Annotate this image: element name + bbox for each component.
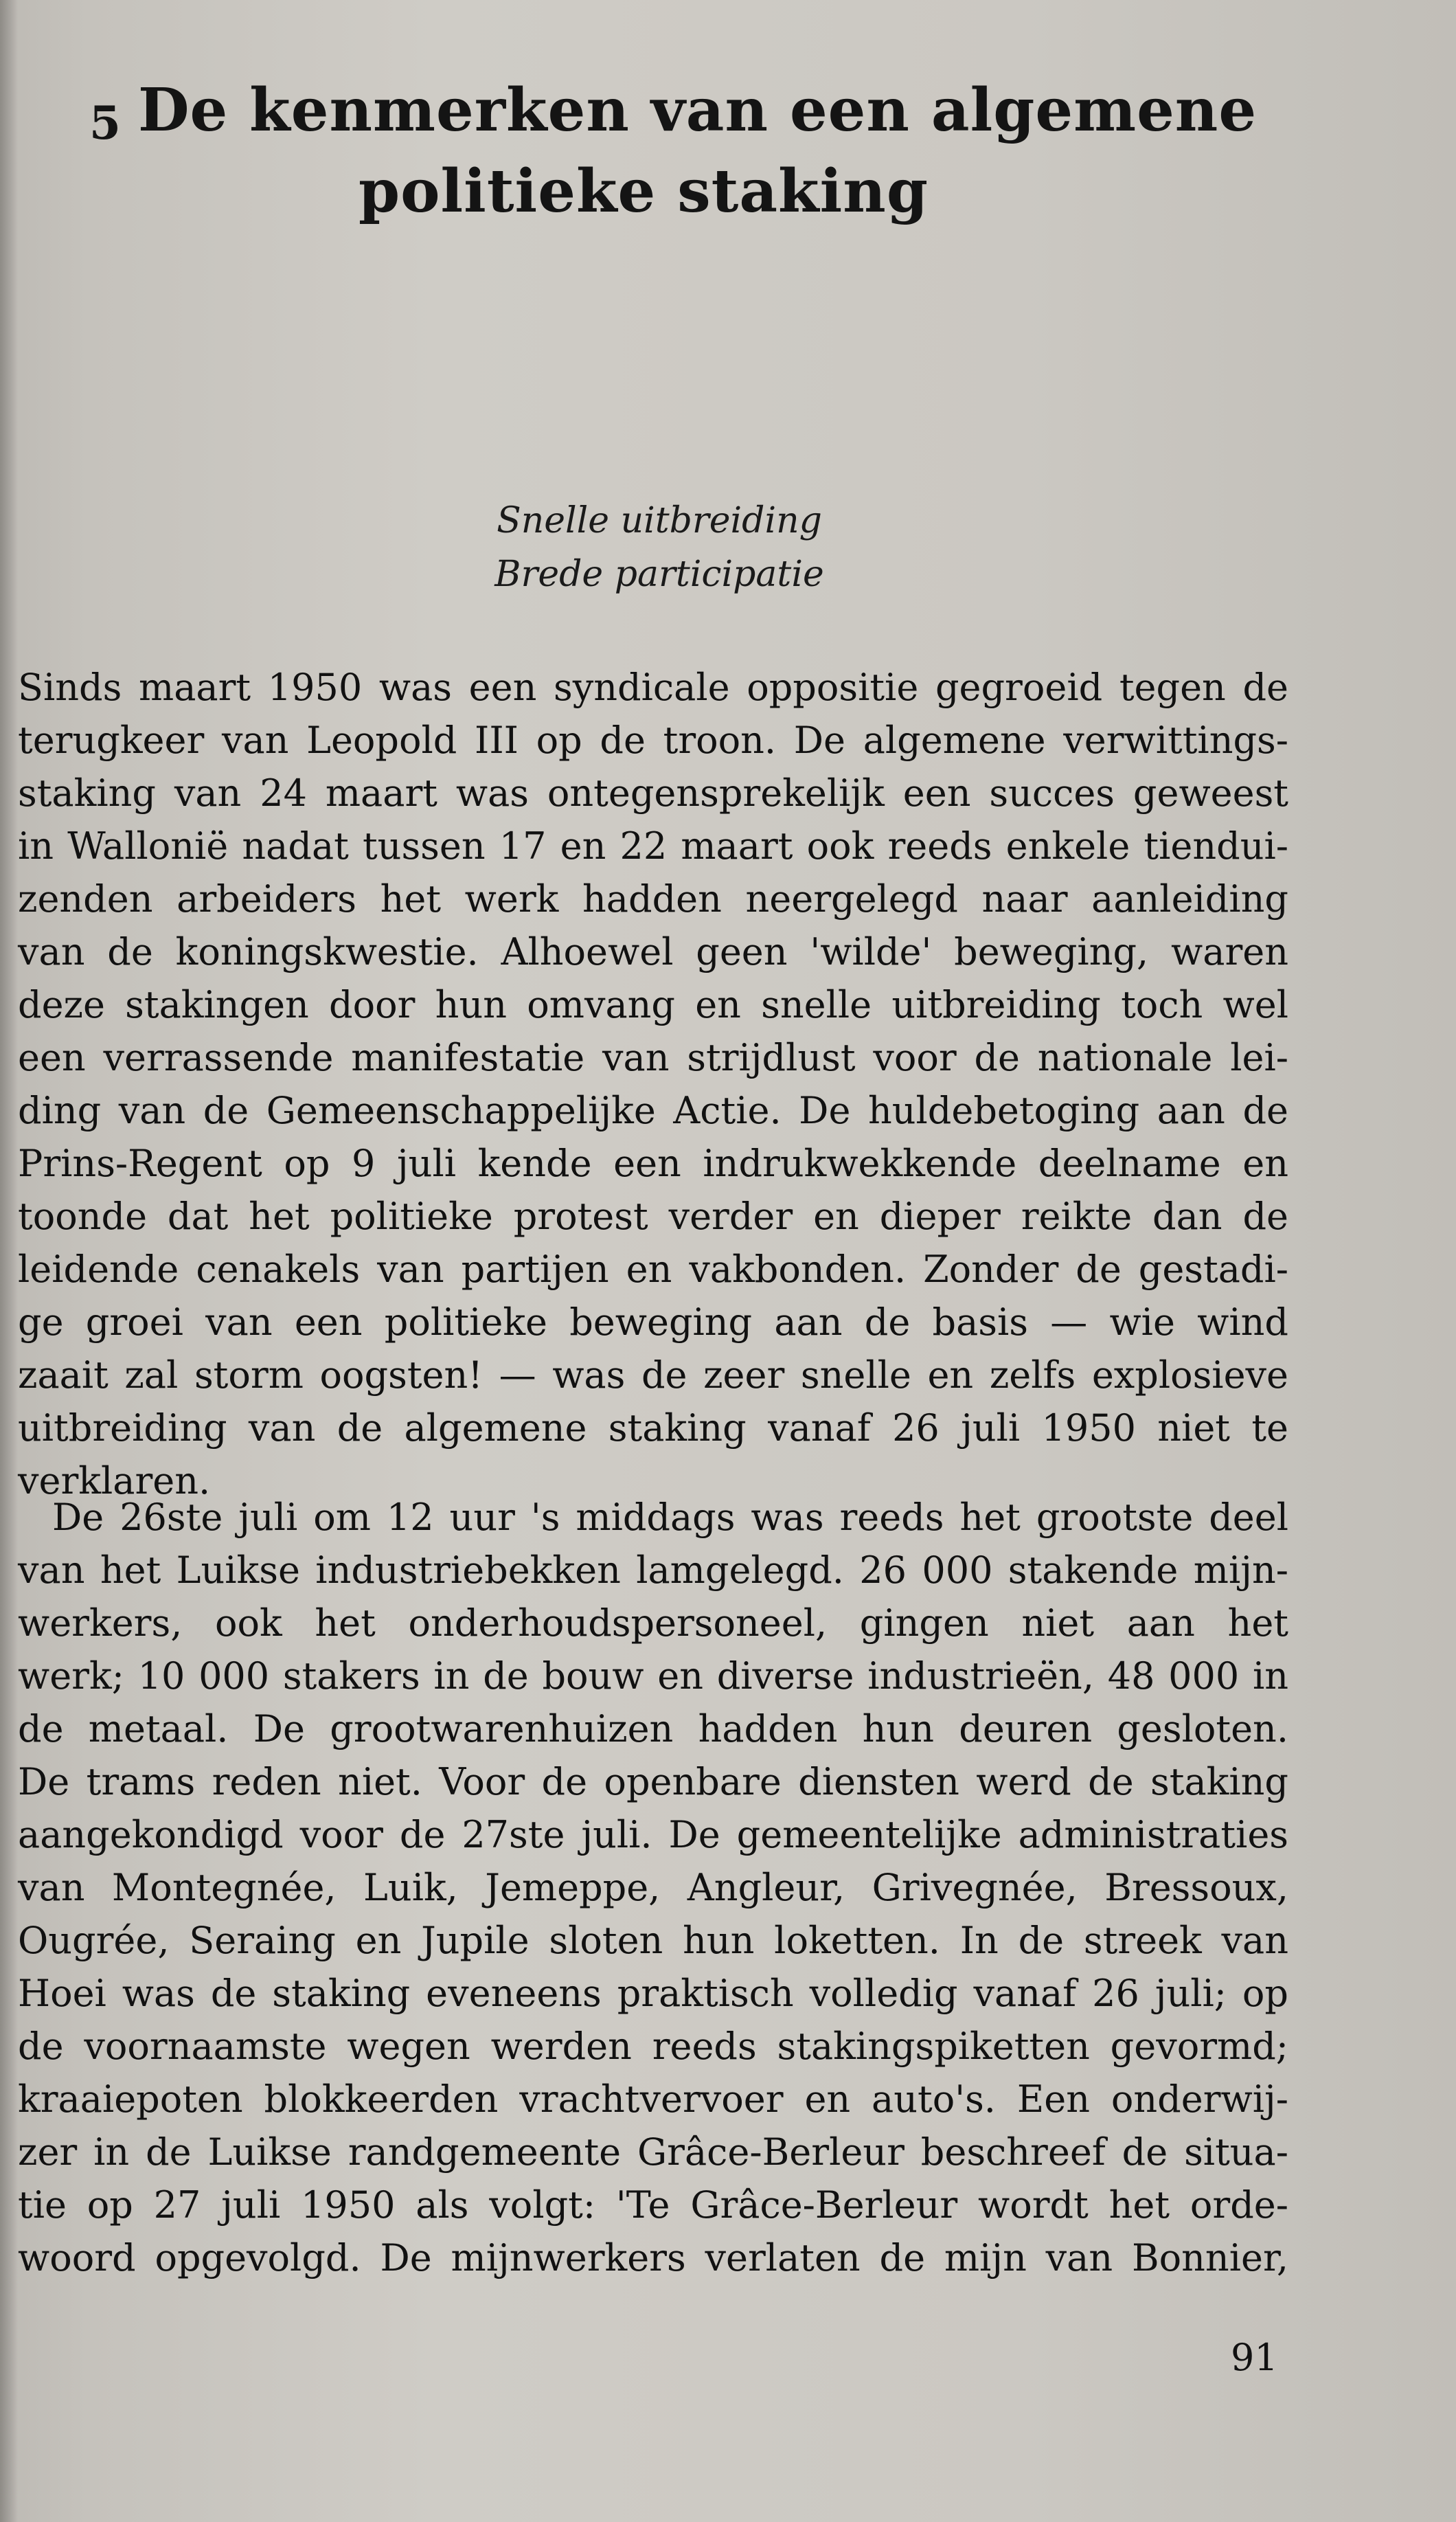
text-line: werkers, ook het onderhoudspersoneel, gingen niet aan het bbox=[18, 1601, 1288, 1645]
text-line: werk; 10 000 stakers in de bouw en diverse industrieën, 48 000 in bbox=[18, 1654, 1288, 1698]
text-line: Sinds maart 1950 was een syndicale oppositie gegroeid tegen de bbox=[18, 666, 1288, 709]
text-line: van het Luikse industriebekken lamgelegd. 26 000 stakende mijn- bbox=[18, 1549, 1288, 1592]
section-heading-2: Brede participatie bbox=[494, 554, 824, 595]
text-line: toonde dat het politieke protest verder en dieper reikte dan de bbox=[18, 1195, 1288, 1238]
chapter-title-text-1: De kenmerken van een algemene bbox=[137, 76, 1258, 145]
text-line: Prins-Regent op 9 juli kende een indrukwekkende deelname en bbox=[18, 1142, 1288, 1185]
section-heading-1: Snelle uitbreiding bbox=[497, 500, 822, 541]
page-binding-edge bbox=[0, 0, 18, 2522]
text-line: de metaal. De grootwarenhuizen hadden hun deuren gesloten. bbox=[18, 1707, 1288, 1750]
text-line: aangekondigd voor de 27ste juli. De gemeentelijke administraties bbox=[18, 1813, 1288, 1856]
chapter-title-line-1 bbox=[89, 76, 1258, 150]
chapter-number: 5 bbox=[89, 96, 122, 150]
text-line: De trams reden niet. Voor de openbare diensten werd de staking bbox=[18, 1760, 1288, 1803]
text-line: uitbreiding van de algemene staking vanaf 26 juli 1950 niet te bbox=[18, 1406, 1288, 1450]
text-line: leidende cenakels van partijen en vakbonden. Zonder de gestadi- bbox=[18, 1248, 1288, 1291]
paragraph-1 bbox=[18, 661, 1288, 1507]
text-line: zaait zal storm oogsten! — was de zeer snelle en zelfs explosieve bbox=[18, 1353, 1288, 1397]
text-line: een verrassende manifestatie van strijdlust voor de nationale lei- bbox=[18, 1036, 1288, 1079]
text-line: woord opgevolgd. De mijnwerkers verlaten de mijn van Bonnier, bbox=[18, 2236, 1288, 2279]
text-line: verklaren. bbox=[18, 1459, 211, 1502]
text-line: Ougrée, Seraing en Jupile sloten hun loketten. In de streek van bbox=[18, 1919, 1288, 1962]
chapter-title-line-2: politieke staking bbox=[359, 157, 929, 226]
text-line: van de koningskwestie. Alhoewel geen 'wilde' beweging, waren bbox=[18, 930, 1288, 973]
text-line: zer in de Luikse randgemeente Grâce-Berleur beschreef de situa- bbox=[18, 2130, 1288, 2174]
text-line: van Montegnée, Luik, Jemeppe, Angleur, Grivegnée, Bressoux, bbox=[18, 1866, 1288, 1909]
page-number: 91 bbox=[1231, 2336, 1278, 2379]
text-line: deze stakingen door hun omvang en snelle uitbreiding toch wel bbox=[18, 983, 1288, 1026]
text-line: tie op 27 juli 1950 als volgt: 'Te Grâce-Berleur wordt het orde- bbox=[18, 2183, 1288, 2227]
text-line: Hoei was de staking eveneens praktisch volledig vanaf 26 juli; op bbox=[18, 1972, 1288, 2015]
text-line: ding van de Gemeenschappelijke Actie. De huldebetoging aan de bbox=[18, 1089, 1288, 1132]
text-line: staking van 24 maart was ontegensprekelijk een succes geweest bbox=[18, 772, 1288, 815]
text-line: ge groei van een politieke beweging aan de basis — wie wind bbox=[18, 1301, 1288, 1344]
text-line: de voornaamste wegen werden reeds stakingspiketten gevormd; bbox=[18, 2025, 1288, 2068]
paragraph-2 bbox=[18, 1491, 1288, 2284]
text-line: zenden arbeiders het werk hadden neergelegd naar aanleiding bbox=[18, 877, 1288, 921]
text-line: in Wallonië nadat tussen 17 en 22 maart ook reeds enkele tiendui- bbox=[18, 824, 1288, 868]
text-line: De 26ste juli om 12 uur 's middags was reeds het grootste deel bbox=[52, 1496, 1288, 1539]
text-line: terugkeer van Leopold III op de troon. De algemene verwittings- bbox=[18, 719, 1288, 762]
text-line: kraaiepoten blokkeerden vrachtvervoer en auto's. Een onderwij- bbox=[18, 2078, 1288, 2121]
